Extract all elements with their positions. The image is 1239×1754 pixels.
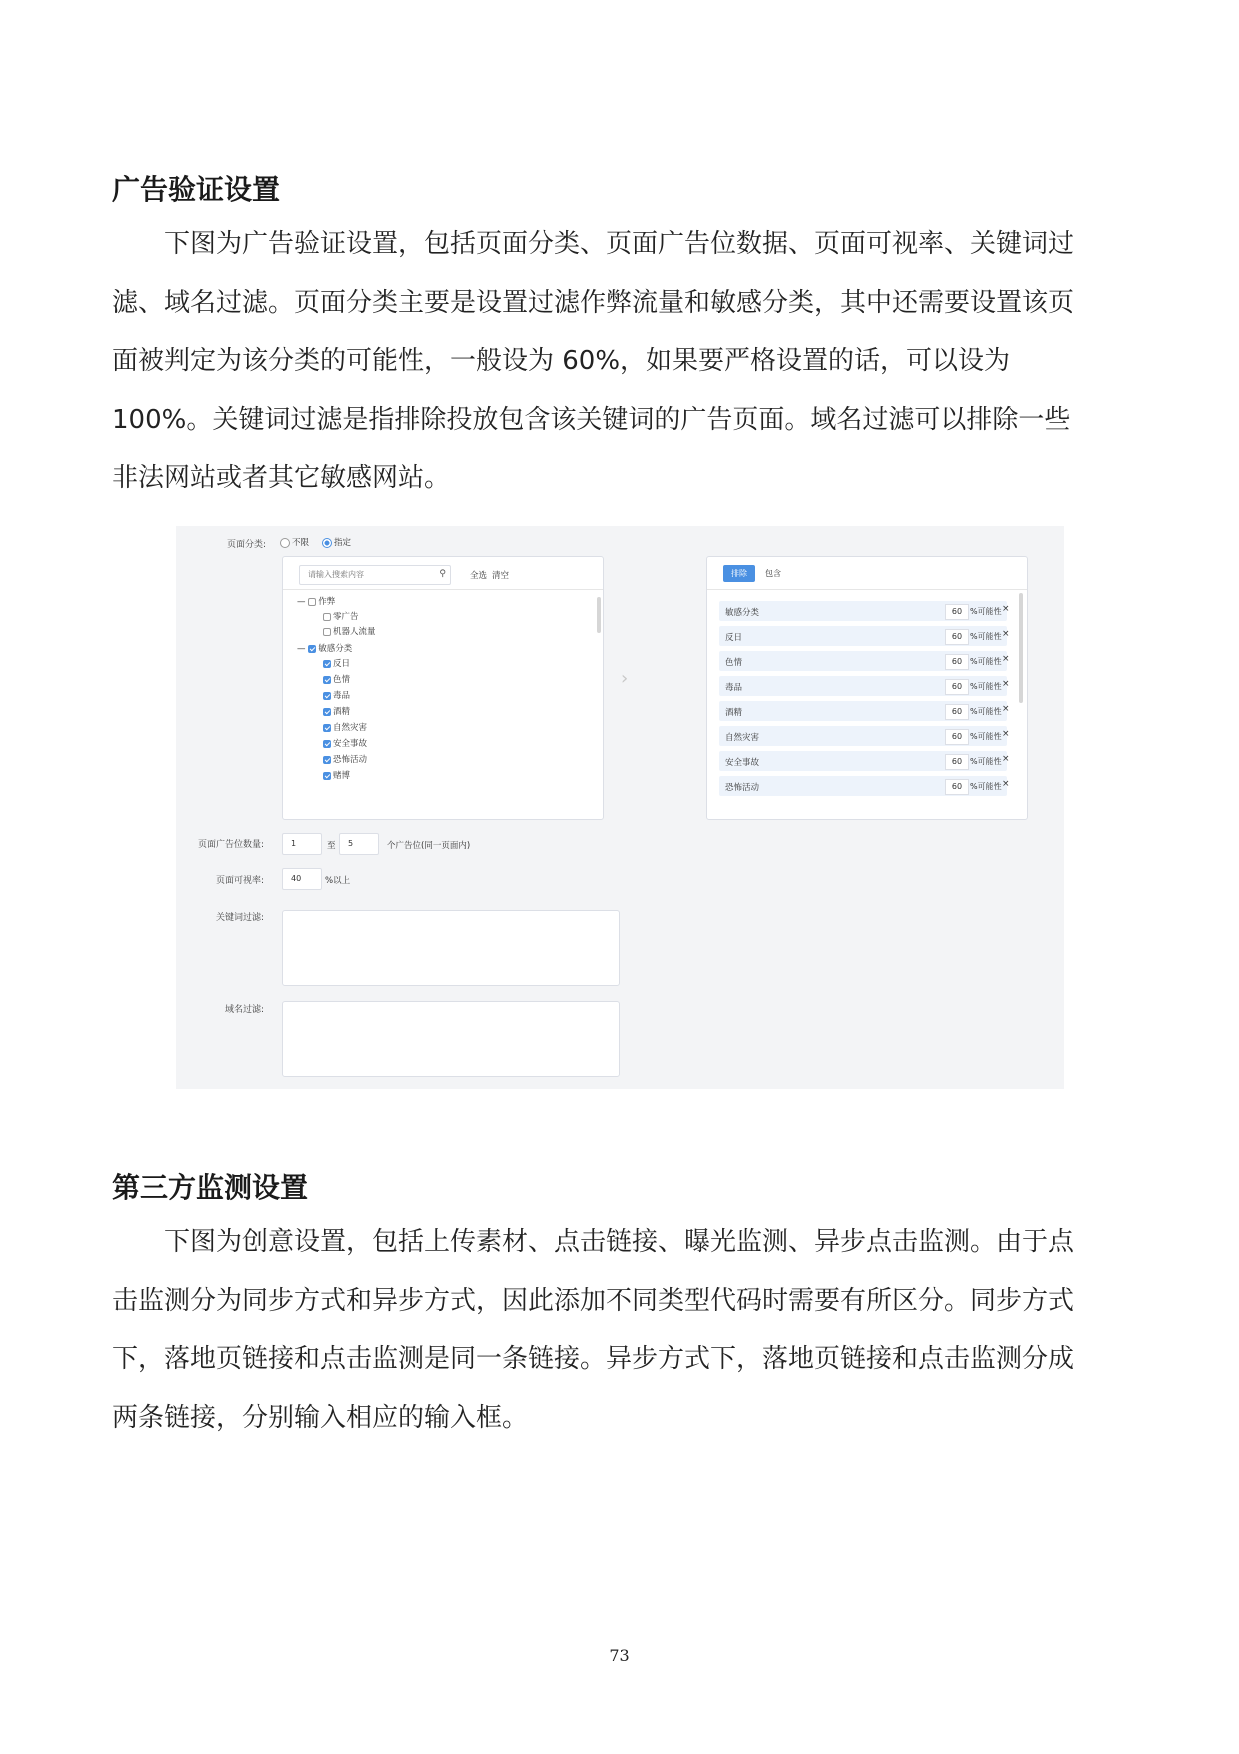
close-icon[interactable]: × <box>1002 629 1010 639</box>
select-all-link[interactable]: 全选 <box>470 571 488 581</box>
search-icon[interactable]: ⚲ <box>439 569 446 579</box>
domain-label: 域名过滤: <box>224 1005 264 1015</box>
paragraph-line: 滤、域名过滤。页面分类主要是设置过滤作弊流量和敏感分类，其中还需要设置该页 <box>112 287 1075 318</box>
list-item: 色情 60 %可能性 × <box>719 651 1007 671</box>
ad-count-label: 页面广告位数量: <box>197 840 264 850</box>
scrollbar[interactable] <box>597 597 601 633</box>
close-icon[interactable]: × <box>1002 779 1010 789</box>
radio-unlimited[interactable]: 不限 <box>280 536 309 548</box>
paragraph-line: 下，落地页链接和点击监测是同一条链接。异步方式下，落地页链接和点击监测分成 <box>112 1344 1075 1374</box>
ad-count-suffix: 个广告位(同一页面内) <box>387 841 471 851</box>
tab-exclude[interactable]: 排除 <box>723 565 755 582</box>
scrollbar[interactable] <box>1019 593 1023 703</box>
checkbox-icon[interactable] <box>323 692 331 700</box>
paragraph-line: 下图为创意设置，包括上传素材、点击链接、曝光监测、异步点击监测。由于点 <box>112 1227 1075 1257</box>
close-icon[interactable]: × <box>1002 679 1010 689</box>
domain-textarea[interactable] <box>282 1001 620 1077</box>
clear-link[interactable]: 清空 <box>492 571 510 581</box>
keyword-label: 关键词过滤: <box>215 913 264 923</box>
paragraph-line: 非法网站或者其它敏感网站。 <box>112 463 451 493</box>
probability-input[interactable]: 60 <box>945 654 969 670</box>
category-tree-box <box>282 556 604 820</box>
ad-count-min-input[interactable]: 1 <box>282 833 322 855</box>
collapse-icon[interactable]: — <box>297 597 306 607</box>
list-item: 毒品 60 %可能性 × <box>719 676 1007 696</box>
probability-input[interactable]: 60 <box>945 679 969 695</box>
list-item: 反日 60 %可能性 × <box>719 626 1007 646</box>
checkbox-icon[interactable] <box>323 724 331 732</box>
selected-list-box <box>706 556 1028 820</box>
checkbox-icon[interactable] <box>323 708 331 716</box>
section2-title: 第三方监测设置 <box>112 1171 309 1204</box>
viewability-suffix: %以上 <box>325 876 351 886</box>
section1-paragraph <box>112 215 1122 508</box>
list-item: 恐怖活动 60 %可能性 × <box>719 776 1007 796</box>
search-input[interactable] <box>300 566 428 582</box>
collapse-icon[interactable]: — <box>297 644 306 654</box>
list-item: 敏感分类 60 %可能性 × <box>719 601 1007 621</box>
close-icon[interactable]: × <box>1002 729 1010 739</box>
list-item: 自然灾害 60 %可能性 × <box>719 726 1007 746</box>
probability-input[interactable]: 60 <box>945 729 969 745</box>
section1-title: 广告验证设置 <box>112 173 281 206</box>
close-icon[interactable]: × <box>1002 604 1010 614</box>
tree-item[interactable]: 恐怖活动 <box>323 753 367 765</box>
tree-item[interactable]: 反日 <box>323 657 350 669</box>
checkbox-icon[interactable] <box>308 645 316 653</box>
tree-item[interactable]: 机器人流量 <box>323 625 376 637</box>
search-box[interactable] <box>299 565 451 585</box>
close-icon[interactable]: × <box>1002 704 1010 714</box>
paragraph-line: 100%。关键词过滤是指排除投放包含该关键词的广告页面。域名过滤可以排除一些 <box>112 404 1071 435</box>
tree-item[interactable]: 毒品 <box>323 689 350 701</box>
paragraph-line: 击监测分为同步方式和异步方式，因此添加不同类型代码时需要有所区分。同步方式 <box>112 1285 1075 1316</box>
checkbox-icon[interactable] <box>323 628 331 636</box>
probability-input[interactable]: 60 <box>945 629 969 645</box>
list-item: 安全事故 60 %可能性 × <box>719 751 1007 771</box>
checkbox-icon[interactable] <box>308 598 316 606</box>
probability-input[interactable]: 60 <box>945 754 969 770</box>
checkbox-icon[interactable] <box>323 676 331 684</box>
probability-input[interactable]: 60 <box>945 604 969 620</box>
tree-group-sensitive[interactable]: — 敏感分类 <box>297 644 353 654</box>
category-label: 页面分类: <box>226 540 266 550</box>
checkbox-icon[interactable] <box>323 613 331 621</box>
tree-item[interactable]: 酒精 <box>323 705 350 717</box>
checkbox-icon[interactable] <box>323 756 331 764</box>
section2-paragraph <box>112 1213 1122 1447</box>
chevron-right-icon[interactable]: › <box>621 668 629 689</box>
divider <box>707 589 1027 590</box>
divider <box>283 589 603 590</box>
page-number: 73 <box>609 1646 630 1665</box>
paragraph-line: 两条链接，分别输入相应的输入框。 <box>112 1402 529 1433</box>
radio-specified-icon <box>322 538 332 548</box>
checkbox-icon[interactable] <box>323 740 331 748</box>
probability-input[interactable]: 60 <box>945 779 969 795</box>
viewability-label: 页面可视率: <box>215 876 264 886</box>
list-item: 酒精 60 %可能性 × <box>719 701 1007 721</box>
checkbox-icon[interactable] <box>323 660 331 668</box>
close-icon[interactable]: × <box>1002 754 1010 764</box>
tree-item[interactable]: 零广告 <box>323 610 359 622</box>
tree-item[interactable]: 自然灾害 <box>323 721 367 733</box>
ad-verification-screenshot <box>176 526 1064 1089</box>
tree-group-cheat[interactable]: — 作弊 <box>297 597 336 607</box>
ad-count-max-input[interactable]: 5 <box>339 833 379 855</box>
probability-input[interactable]: 60 <box>945 704 969 720</box>
ad-count-to: 至 <box>327 841 336 851</box>
close-icon[interactable]: × <box>1002 654 1010 664</box>
paragraph-line: 下图为广告验证设置，包括页面分类、页面广告位数据、页面可视率、关键词过 <box>112 229 1075 259</box>
tree-item[interactable]: 安全事故 <box>323 737 367 749</box>
tree-item[interactable]: 色情 <box>323 673 350 685</box>
checkbox-icon[interactable] <box>323 772 331 780</box>
viewability-input[interactable]: 40 <box>282 868 322 890</box>
tree-item[interactable]: 赌博 <box>323 769 350 781</box>
keyword-textarea[interactable] <box>282 910 620 986</box>
radio-specified[interactable]: 指定 <box>322 536 351 548</box>
paragraph-line: 面被判定为该分类的可能性，一般设为 60%，如果要严格设置的话，可以设为 <box>112 346 1011 376</box>
radio-unlimited-icon <box>280 538 290 548</box>
tab-include[interactable]: 包含 <box>765 569 781 578</box>
